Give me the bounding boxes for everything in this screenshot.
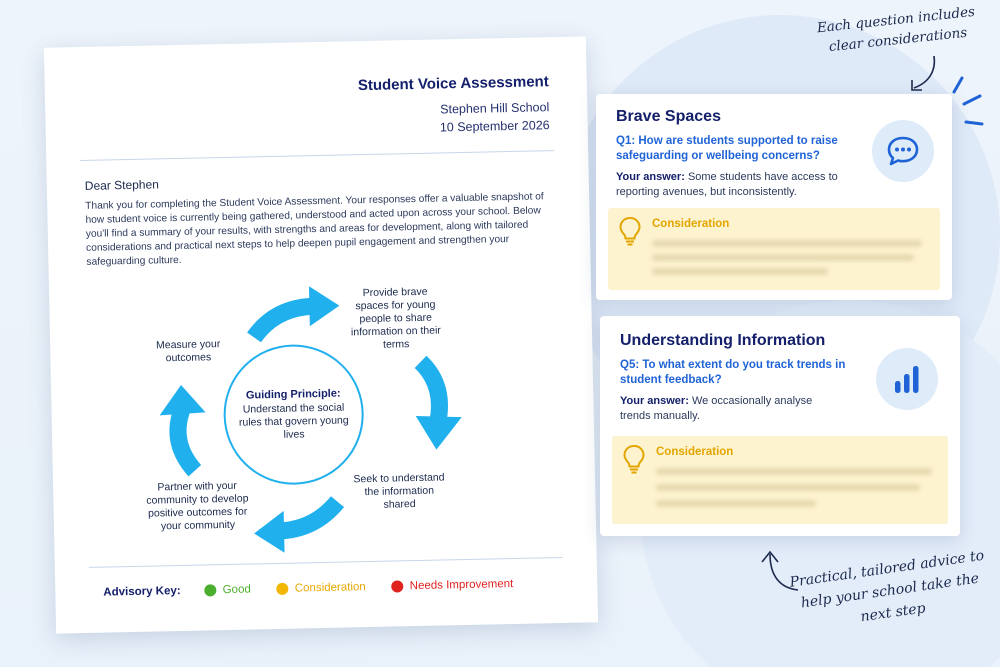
cycle-step-seek-understand: Seek to understand the information shared <box>353 471 445 511</box>
guiding-principle-circle <box>222 343 365 486</box>
advisory-good <box>205 584 251 597</box>
advisory-consideration-label: Consideration <box>294 581 366 595</box>
card-title: Understanding Information <box>620 332 826 349</box>
intro-paragraph: Thank you for completing the Student Voice Assessment. Your responses offer a valuable snapshot of how student voice is currently being gathered, understood and acted upon across your school. Below you'll find a summary of your results, with strengths and areas for development, along with tailored considerations and practical next steps to help deepen pupil engagement and strengthen your safeguarding culture. <box>85 191 544 268</box>
guiding-principle-cycle <box>49 268 597 559</box>
annotation-tailored-advice: Practical, tailored advice to help your school take the next step <box>788 547 986 626</box>
advisory-key-title: Advisory Key: <box>103 584 181 599</box>
lightbulb-icon <box>622 444 646 474</box>
consideration-panel <box>608 208 940 290</box>
consideration-title: Consideration <box>652 218 730 230</box>
card-answer <box>620 394 840 424</box>
answer-text: We occasionally analyse trends manually. <box>620 395 813 422</box>
blurred-text <box>656 468 932 475</box>
letter-header <box>358 73 550 136</box>
advisory-needs-label: Needs Improvement <box>409 578 514 593</box>
blurred-text <box>652 240 922 247</box>
divider <box>89 557 563 568</box>
advisory-consideration <box>277 581 366 595</box>
advisory-needs-improvement <box>392 578 514 593</box>
advisory-key <box>103 578 529 599</box>
blurred-text <box>656 500 816 507</box>
cycle-arrow-top <box>245 284 342 350</box>
blurred-text <box>652 254 914 261</box>
card-title: Brave Spaces <box>616 108 721 125</box>
blurred-text <box>652 268 828 275</box>
advisory-good-label: Good <box>222 583 251 597</box>
green-dot-icon <box>205 584 217 596</box>
cycle-step-provide-spaces: Provide brave spaces for young people to share information on their terms <box>350 285 441 351</box>
card-answer <box>616 170 851 200</box>
cycle-arrow-right <box>400 355 472 452</box>
document-date: 10 September 2026 <box>439 118 550 135</box>
consideration-title: Consideration <box>656 446 734 458</box>
cycle-step-measure-outcomes: Measure your outcomes <box>155 338 221 365</box>
yellow-dot-icon <box>277 583 289 595</box>
cycle-arrow-left <box>155 380 217 477</box>
answer-text: Some students have access to reporting avenues, but inconsistently. <box>616 171 838 198</box>
cycle-step-partner-community: Partner with your community to develop positive outcomes for your community <box>146 479 249 533</box>
school-name: Stephen Hill School <box>440 100 550 117</box>
curved-arrow-icon <box>900 52 940 96</box>
red-dot-icon <box>392 580 404 592</box>
lightbulb-icon <box>618 216 642 246</box>
emphasis-marks-icon <box>944 72 988 132</box>
cycle-arrow-bottom <box>249 491 350 555</box>
consideration-panel <box>612 436 948 524</box>
answer-label: Your answer: <box>620 395 689 407</box>
document-title: Student Voice Assessment <box>357 73 549 95</box>
question-card-understanding-information <box>600 316 960 536</box>
bar-chart-icon <box>876 348 938 410</box>
annotation-considerations: Each question includes clear considerations <box>816 3 976 56</box>
answer-label: Your answer: <box>616 171 685 183</box>
card-question: Q1: How are students supported to raise safeguarding or wellbeing concerns? <box>616 135 838 162</box>
assessment-letter <box>44 36 598 633</box>
guiding-principle-text: Understand the social rules that govern young lives <box>238 401 349 441</box>
chat-bubble-icon <box>872 120 934 182</box>
question-card-brave-spaces <box>596 94 952 300</box>
greeting: Dear Stephen <box>84 177 160 193</box>
guiding-principle-title: Guiding Principle: <box>245 387 341 402</box>
divider <box>80 150 554 161</box>
blurred-text <box>656 484 920 491</box>
card-question: Q5: To what extent do you track trends in student feedback? <box>620 359 846 386</box>
